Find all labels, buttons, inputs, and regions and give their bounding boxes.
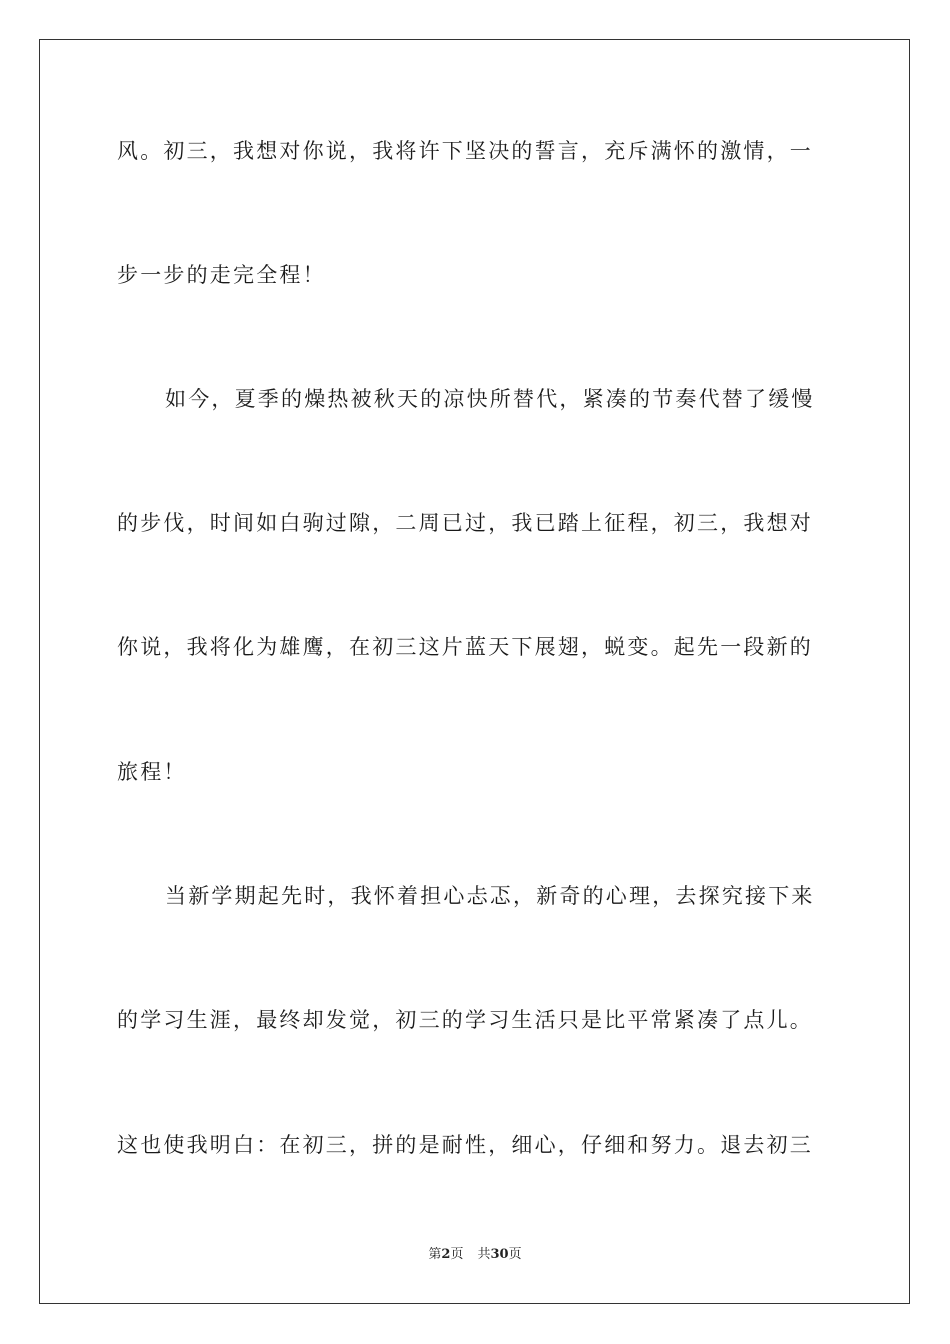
body-text-line: 如今，夏季的燥热被秋天的凉快所替代，紧凑的节奏代替了缓慢 (165, 387, 815, 411)
body-text-line: 当新学期起先时，我怀着担心忐忑，新奇的心理，去探究接下来 (165, 884, 815, 908)
page-border (39, 39, 910, 1304)
current-page-number: 2 (441, 1247, 451, 1262)
page-footer (0, 1246, 950, 1264)
body-text-line: 的步伐，时间如白驹过隙，二周已过，我已踏上征程，初三，我想对 (117, 511, 813, 535)
body-text-line: 这也使我明白：在初三，拼的是耐性，细心，仔细和努力。退去初三 (117, 1133, 813, 1157)
page-prefix: 第 (428, 1247, 442, 1262)
total-prefix: 共 (477, 1247, 491, 1262)
body-text-line: 你说，我将化为雄鹰，在初三这片蓝天下展翅，蜕变。起先一段新的 (117, 635, 813, 659)
total-page-count: 30 (490, 1247, 509, 1262)
body-text-line: 旅程！ (117, 760, 187, 784)
body-text-line: 的学习生涯，最终却发觉，初三的学习生活只是比平常紧凑了点儿。 (117, 1008, 813, 1032)
total-suffix: 页 (508, 1247, 522, 1262)
page-suffix: 页 (450, 1247, 464, 1262)
body-text-line: 风。初三，我想对你说，我将许下坚决的誓言，充斥满怀的激情，一 (117, 139, 813, 163)
body-text-line: 步一步的走完全程！ (117, 263, 326, 287)
